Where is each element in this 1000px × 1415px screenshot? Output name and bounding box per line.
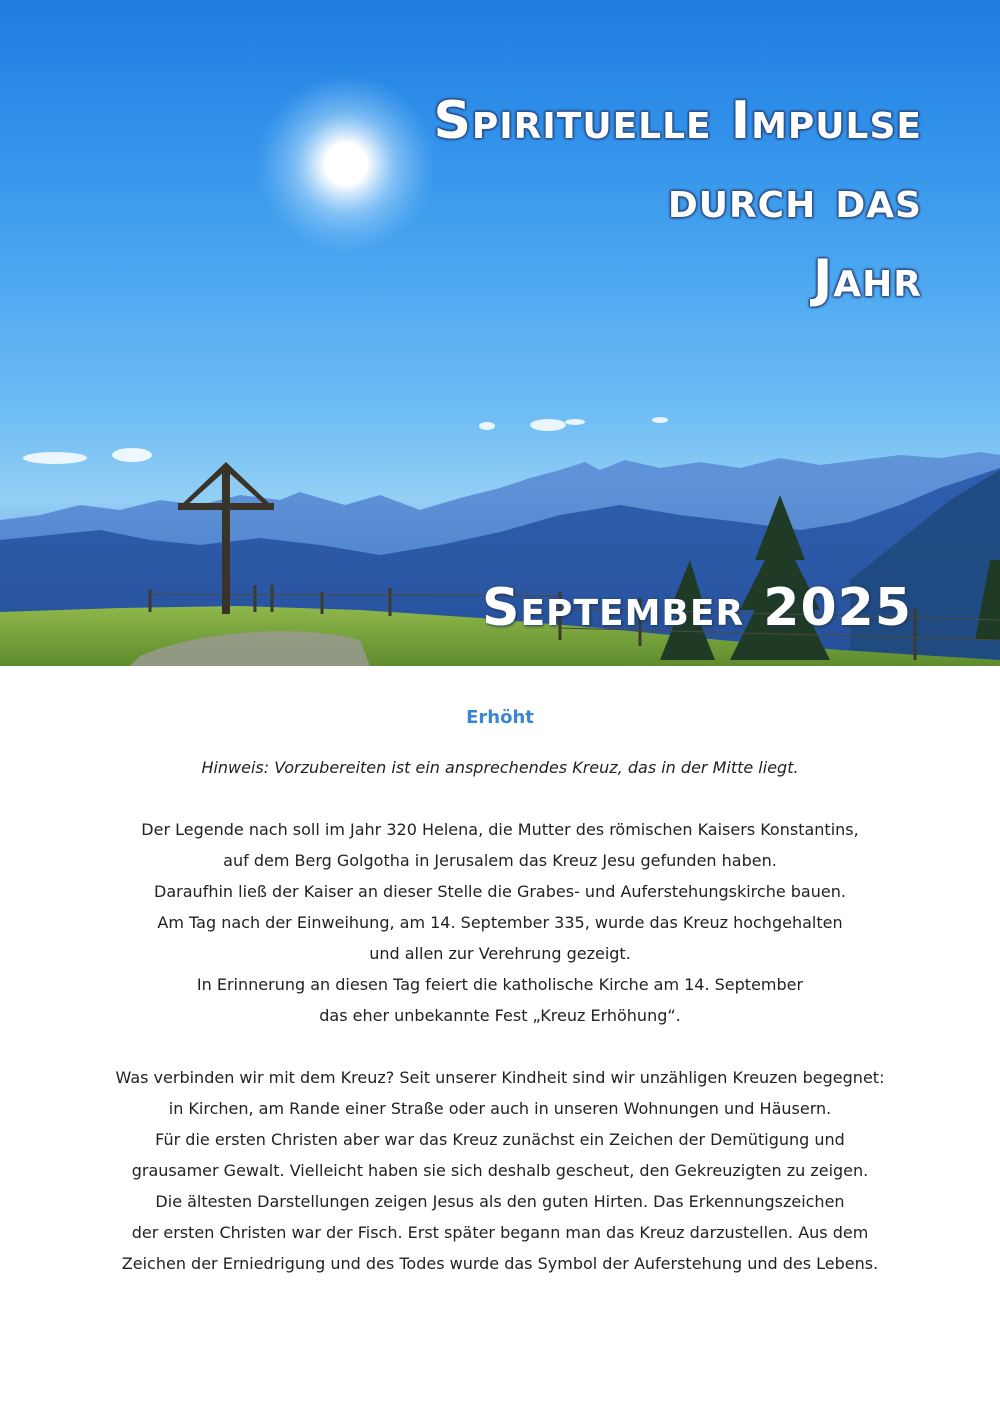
month-label: September 2025: [482, 578, 912, 638]
text-line: das eher unbekannte Fest „Kreuz Erhöhung“.: [319, 1006, 681, 1025]
text-line: grausamer Gewalt. Vielleicht haben sie sich deshalb gescheut, den Gekreuzigten zu zeigen.: [131, 1161, 869, 1180]
text-line: auf dem Berg Golgotha in Jerusalem das Kreuz Jesu gefunden haben.: [223, 851, 777, 870]
article: [0, 700, 1000, 1279]
text-line: Daraufhin ließ der Kaiser an dieser Stelle die Grabes- und Auferstehungskirche bauen.: [154, 882, 846, 901]
paragraph-legend: [0, 814, 1000, 1031]
article-note: Hinweis: Vorzubereiten ist ein ansprechendes Kreuz, das in der Mitte liegt.: [201, 758, 799, 777]
text-line: Was verbinden wir mit dem Kreuz? Seit unserer Kindheit sind wir unzähligen Kreuzen begegnet:: [115, 1068, 885, 1087]
paragraph-meaning: [0, 1062, 1000, 1279]
text-line: in Kirchen, am Rande einer Straße oder auch in unseren Wohnungen und Häusern.: [168, 1099, 832, 1118]
text-line: und allen zur Verehrung gezeigt.: [369, 944, 631, 963]
text-line: Zeichen der Erniedrigung und des Todes wurde das Symbol der Auferstehung und des Lebens.: [121, 1254, 879, 1273]
paragraph-gap: [0, 1031, 1000, 1062]
page-title: [433, 82, 922, 319]
paragraph-gap: [0, 783, 1000, 814]
title-line: Spirituelle Impulse: [433, 91, 922, 151]
text-line: der ersten Christen war der Fisch. Erst später begann man das Kreuz darzustellen. Aus dem: [131, 1223, 869, 1242]
header-photo: [0, 0, 1000, 666]
text-line: Für die ersten Christen aber war das Kreuz zunächst ein Zeichen der Demütigung und: [155, 1130, 845, 1149]
text-line: Der Legende nach soll im Jahr 320 Helena, die Mutter des römischen Kaisers Konstantins,: [141, 820, 859, 839]
title-line: Jahr: [812, 249, 922, 309]
text-line: In Erinnerung an diesen Tag feiert die katholische Kirche am 14. September: [196, 975, 804, 994]
text-line: Die ältesten Darstellungen zeigen Jesus als den guten Hirten. Das Erkennungszeichen: [155, 1192, 845, 1211]
clouds: [23, 417, 668, 464]
article-heading: Erhöht: [466, 707, 534, 728]
title-line: durch das: [667, 170, 922, 230]
text-line: Am Tag nach der Einweihung, am 14. September 335, wurde das Kreuz hochgehalten: [157, 913, 843, 932]
